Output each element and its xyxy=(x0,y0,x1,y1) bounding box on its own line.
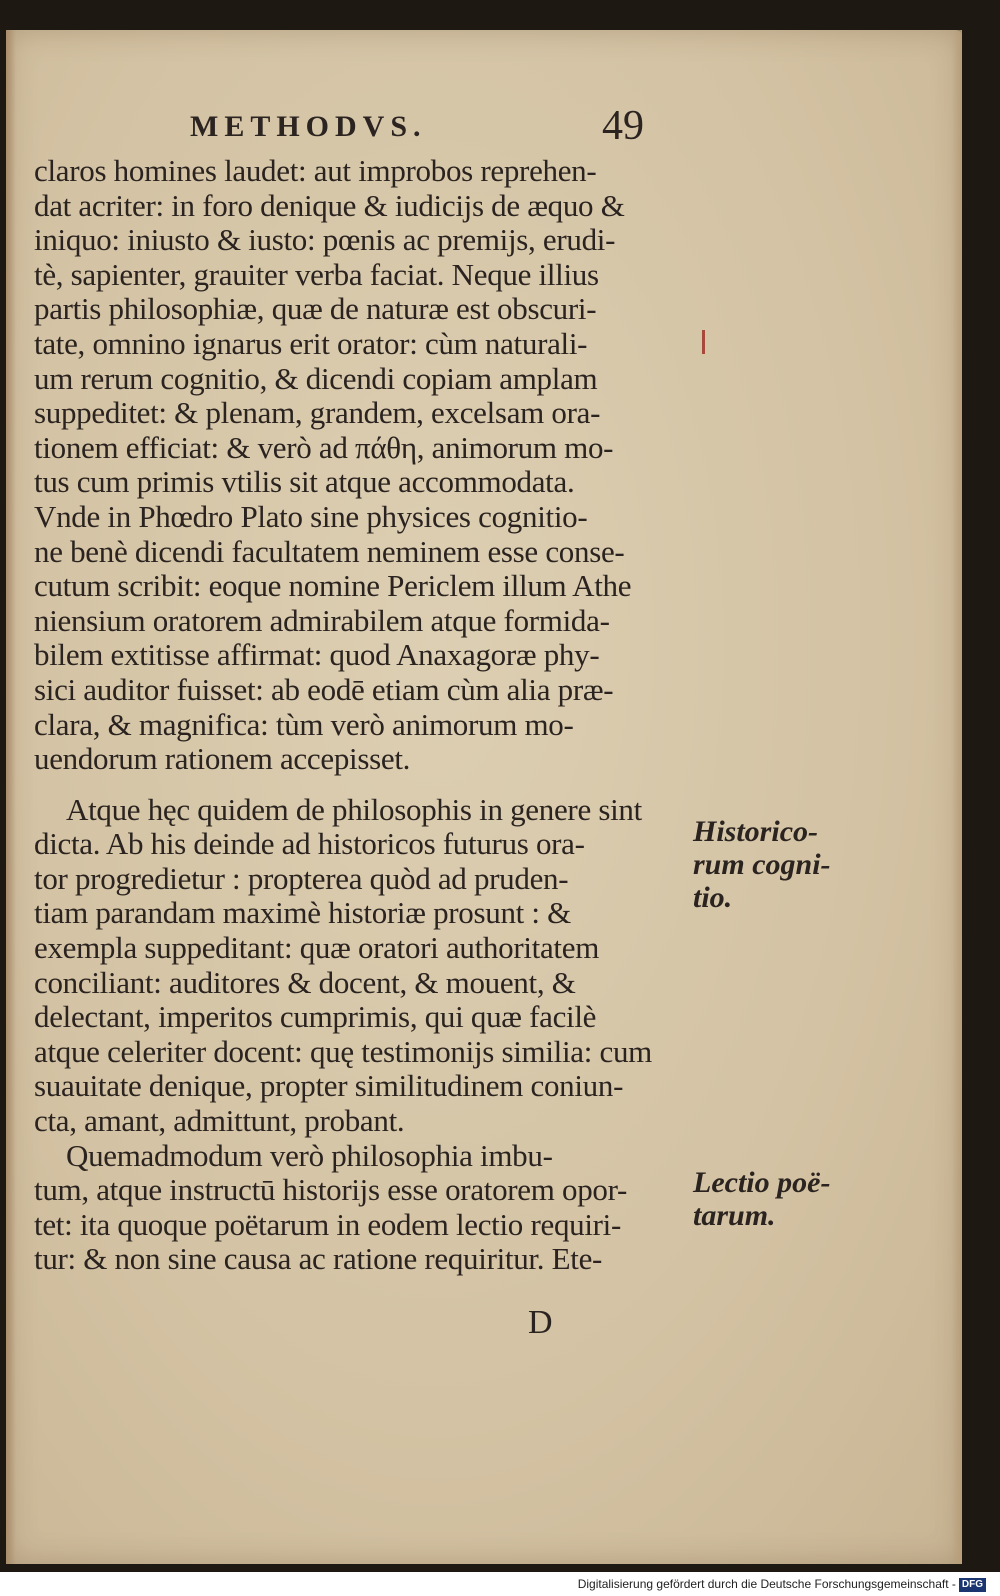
text-line: tus cum primis vtilis sit atque accommodata. xyxy=(34,464,575,500)
page-edge-right xyxy=(952,30,962,1564)
main-text-block xyxy=(34,154,714,1277)
text-line: atque celeriter docent: quę testimonijs similia: cum xyxy=(34,1033,652,1069)
text-line: cutum scribit: eoque nomine Periclem illum Athe xyxy=(34,568,632,604)
dfg-logo-badge: DFG xyxy=(959,1578,986,1592)
text-line: tet: ita quoque poëtarum in eodem lectio requiri- xyxy=(34,1206,622,1242)
margin-note-line: rum cogni- xyxy=(693,848,831,881)
text-line: exempla suppeditant: quæ oratori authoritatem xyxy=(34,930,600,966)
text-line: tè, sapienter, grauiter verba faciat. Neque illius xyxy=(34,256,599,292)
text-line: tiam parandam maximè historiæ prosunt : & xyxy=(34,895,571,931)
text-line: dat acriter: in foro denique & iudicijs de æquo & xyxy=(34,187,625,223)
text-line: claros homines laudet: aut improbos reprehen- xyxy=(34,153,597,188)
text-line: tate, omnino ignarus erit orator: cùm naturali- xyxy=(34,325,588,361)
footer-text: Digitalisierung gefördert durch die Deutsche Forschungsgemeinschaft - xyxy=(577,1577,956,1591)
page-number: 49 xyxy=(602,103,644,149)
text-line: bilem extitisse affirmat: quod Anaxagoræ phy- xyxy=(34,637,600,673)
text-line: cta, amant, admittunt, probant. xyxy=(34,1103,405,1139)
text-line: Atque hęc quidem de philosophis in genere sint xyxy=(66,791,642,827)
text-line: Quemadmodum verò philosophia imbu- xyxy=(66,1137,553,1173)
page-header xyxy=(190,102,690,152)
text-line: iniquo: iniusto & iusto: pœnis ac premijs, erudi- xyxy=(34,222,616,258)
margin-note-line: tio. xyxy=(693,881,733,914)
margin-note-line: tarum. xyxy=(693,1199,776,1232)
text-line: uendorum rationem accepisset. xyxy=(34,741,411,777)
text-line: tur: & non sine causa ac ratione requiritur. Ete- xyxy=(34,1241,603,1277)
text-line: um rerum cognitio, & dicendi copiam amplam xyxy=(34,360,598,396)
dfg-footer xyxy=(572,1574,990,1594)
text-line: conciliant: auditores & docent, & mouent, & xyxy=(34,964,576,1000)
margin-note-lectio xyxy=(693,1166,830,1232)
page-edge-left xyxy=(6,30,16,1564)
margin-note-line: Historico- xyxy=(693,815,818,848)
text-line: ne benè dicendi facultatem neminem esse conse- xyxy=(34,533,625,569)
text-line: tor progredietur : propterea quòd ad pruden- xyxy=(34,860,569,896)
margin-note-historicorum xyxy=(693,815,831,914)
text-line: clara, & magnifica: tùm verò animorum mo- xyxy=(34,706,574,742)
text-line: sici auditor fuisset: ab eodē etiam cùm alia præ- xyxy=(34,671,614,707)
text-line: delectant, imperitos cumprimis, qui quæ facilè xyxy=(34,999,597,1035)
text-line: Vnde in Phœdro Plato sine physices cognitio- xyxy=(34,498,588,534)
text-line: niensium oratorem admirabilem atque formida- xyxy=(34,602,610,638)
text-line: suppeditet: & plenam, grandem, excelsam ora- xyxy=(34,395,601,431)
text-line: partis philosophiæ, quæ de naturæ est obscuri- xyxy=(34,291,597,327)
margin-note-line: Lectio poë- xyxy=(693,1166,831,1199)
running-head: METHODVS. xyxy=(190,110,427,143)
signature-mark: D xyxy=(528,1304,553,1341)
text-line: suauitate denique, propter similitudinem coniun- xyxy=(34,1068,624,1104)
text-line: tum, atque instructū historijs esse oratorem opor- xyxy=(34,1172,628,1208)
text-line: tionem efficiat: & verò ad πάθη, animorum mo- xyxy=(34,429,614,465)
text-line: dicta. Ab his deinde ad historicos futurus ora- xyxy=(34,826,585,862)
